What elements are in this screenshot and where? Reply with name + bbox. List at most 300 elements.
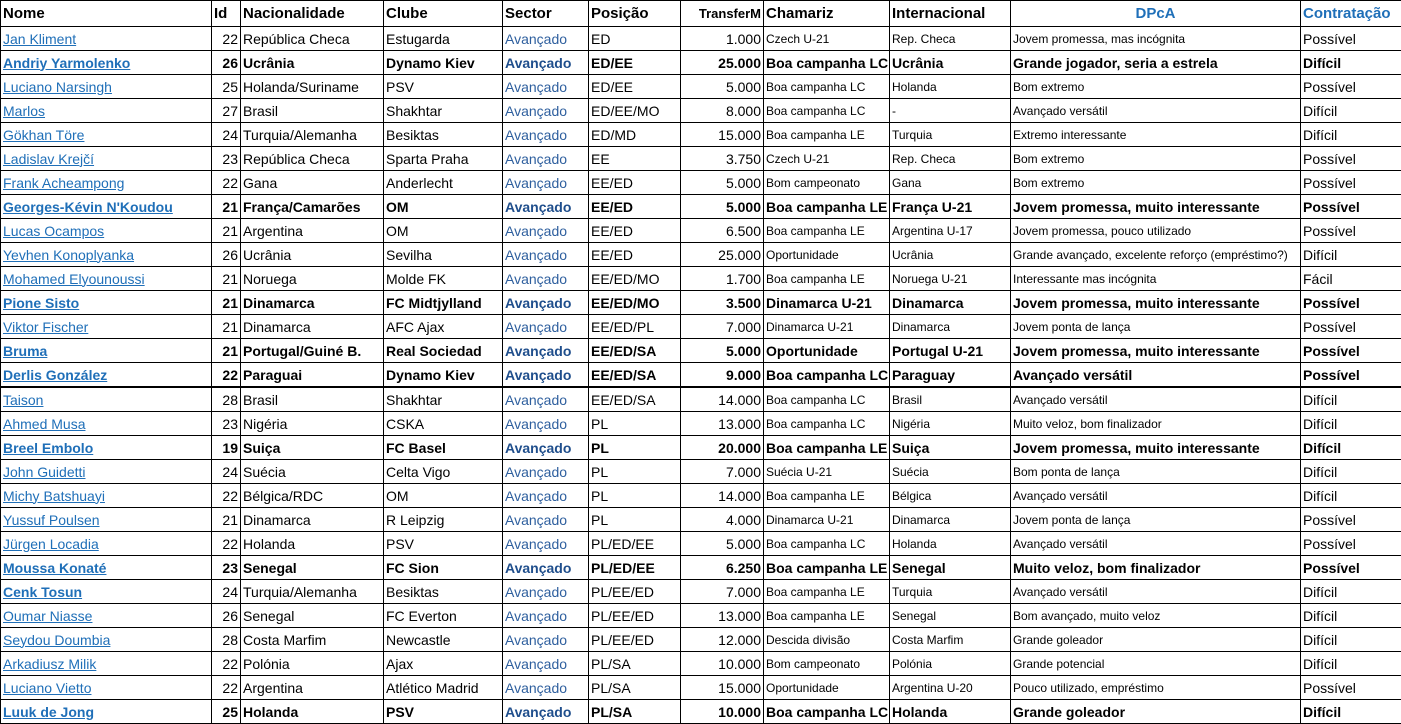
nationality-cell[interactable]: Nigéria (241, 412, 384, 436)
nationality-cell[interactable]: Holanda/Suriname (241, 75, 384, 99)
nationality-cell[interactable]: Argentina (241, 219, 384, 243)
nationality-cell[interactable]: Portugal/Guiné B. (241, 339, 384, 363)
nationality-cell[interactable]: República Checa (241, 27, 384, 51)
position-cell[interactable]: EE/ED/PL (589, 315, 681, 339)
contratacao-cell[interactable]: Difícil (1301, 99, 1401, 123)
sector-cell[interactable]: Avançado (503, 267, 589, 291)
nationality-cell[interactable]: Turquia/Alemanha (241, 123, 384, 147)
club-cell[interactable]: FC Midtjylland (384, 291, 503, 315)
sector-cell[interactable]: Avançado (503, 508, 589, 532)
transfer-value-cell[interactable]: 4.000 (681, 508, 764, 532)
transfer-value-cell[interactable]: 5.000 (681, 532, 764, 556)
dpca-cell[interactable]: Bom extremo (1011, 147, 1301, 171)
transfer-value-cell[interactable]: 10.000 (681, 700, 764, 724)
club-cell[interactable]: PSV (384, 700, 503, 724)
chamariz-cell[interactable]: Boa campanha LE (764, 580, 890, 604)
transfer-value-cell[interactable]: 3.750 (681, 147, 764, 171)
position-cell[interactable]: EE (589, 147, 681, 171)
nationality-cell[interactable]: Paraguai (241, 363, 384, 388)
club-cell[interactable]: CSKA (384, 412, 503, 436)
player-id-cell[interactable]: 22 (212, 484, 241, 508)
international-cell[interactable]: Suiça (890, 436, 1011, 460)
position-cell[interactable]: PL/ED/EE (589, 532, 681, 556)
sector-cell[interactable]: Avançado (503, 195, 589, 219)
sector-cell[interactable]: Avançado (503, 75, 589, 99)
contratacao-cell[interactable]: Possível (1301, 219, 1401, 243)
dpca-cell[interactable]: Bom avançado, muito veloz (1011, 604, 1301, 628)
transfer-value-cell[interactable]: 6.500 (681, 219, 764, 243)
international-cell[interactable]: Brasil (890, 387, 1011, 412)
chamariz-cell[interactable]: Oportunidade (764, 339, 890, 363)
international-cell[interactable]: - (890, 99, 1011, 123)
player-name-link[interactable]: Seydou Doumbia (1, 628, 212, 652)
transfer-value-cell[interactable]: 14.000 (681, 484, 764, 508)
club-cell[interactable]: Shakhtar (384, 99, 503, 123)
player-name-link[interactable]: Ladislav Krejčí (1, 147, 212, 171)
dpca-cell[interactable]: Jovem promessa, pouco utilizado (1011, 219, 1301, 243)
contratacao-cell[interactable]: Difícil (1301, 243, 1401, 267)
sector-cell[interactable]: Avançado (503, 580, 589, 604)
nationality-cell[interactable]: Brasil (241, 99, 384, 123)
header-posicao[interactable]: Posição (589, 1, 681, 27)
position-cell[interactable]: PL/EE/ED (589, 580, 681, 604)
club-cell[interactable]: Estugarda (384, 27, 503, 51)
player-name-link[interactable]: Derlis González (1, 363, 212, 388)
player-name-link[interactable]: Breel Embolo (1, 436, 212, 460)
club-cell[interactable]: Newcastle (384, 628, 503, 652)
contratacao-cell[interactable]: Difícil (1301, 436, 1401, 460)
international-cell[interactable]: Holanda (890, 700, 1011, 724)
player-id-cell[interactable]: 21 (212, 339, 241, 363)
player-name-link[interactable]: Georges-Kévin N'Koudou (1, 195, 212, 219)
contratacao-cell[interactable]: Difícil (1301, 123, 1401, 147)
dpca-cell[interactable]: Jovem promessa, mas incógnita (1011, 27, 1301, 51)
player-id-cell[interactable]: 21 (212, 508, 241, 532)
contratacao-cell[interactable]: Possível (1301, 676, 1401, 700)
sector-cell[interactable]: Avançado (503, 27, 589, 51)
contratacao-cell[interactable]: Difícil (1301, 580, 1401, 604)
international-cell[interactable]: Holanda (890, 75, 1011, 99)
player-name-link[interactable]: Frank Acheampong (1, 171, 212, 195)
international-cell[interactable]: França U-21 (890, 195, 1011, 219)
dpca-cell[interactable]: Pouco utilizado, empréstimo (1011, 676, 1301, 700)
club-cell[interactable]: R Leipzig (384, 508, 503, 532)
sector-cell[interactable]: Avançado (503, 315, 589, 339)
sector-cell[interactable]: Avançado (503, 123, 589, 147)
header-chamariz[interactable]: Chamariz (764, 1, 890, 27)
contratacao-cell[interactable]: Difícil (1301, 700, 1401, 724)
international-cell[interactable]: Rep. Checa (890, 27, 1011, 51)
nationality-cell[interactable]: Dinamarca (241, 291, 384, 315)
position-cell[interactable]: EE/ED/SA (589, 387, 681, 412)
position-cell[interactable]: PL/ED/EE (589, 556, 681, 580)
contratacao-cell[interactable]: Difícil (1301, 652, 1401, 676)
nationality-cell[interactable]: Suécia (241, 460, 384, 484)
chamariz-cell[interactable]: Dinamarca U-21 (764, 315, 890, 339)
sector-cell[interactable]: Avançado (503, 604, 589, 628)
contratacao-cell[interactable]: Difícil (1301, 412, 1401, 436)
club-cell[interactable]: Besiktas (384, 123, 503, 147)
sector-cell[interactable]: Avançado (503, 700, 589, 724)
dpca-cell[interactable]: Muito veloz, bom finalizador (1011, 412, 1301, 436)
dpca-cell[interactable]: Grande goleador (1011, 700, 1301, 724)
player-name-link[interactable]: Marlos (1, 99, 212, 123)
nationality-cell[interactable]: Bélgica/RDC (241, 484, 384, 508)
header-transferm[interactable]: TransferM (681, 1, 764, 27)
player-name-link[interactable]: Pione Sisto (1, 291, 212, 315)
international-cell[interactable]: Dinamarca (890, 315, 1011, 339)
player-id-cell[interactable]: 21 (212, 315, 241, 339)
dpca-cell[interactable]: Extremo interessante (1011, 123, 1301, 147)
contratacao-cell[interactable]: Difícil (1301, 484, 1401, 508)
club-cell[interactable]: Real Sociedad (384, 339, 503, 363)
transfer-value-cell[interactable]: 20.000 (681, 436, 764, 460)
position-cell[interactable]: PL (589, 460, 681, 484)
dpca-cell[interactable]: Grande avançado, excelente reforço (empréstimo?) (1011, 243, 1301, 267)
position-cell[interactable]: EE/ED/MO (589, 291, 681, 315)
player-id-cell[interactable]: 27 (212, 99, 241, 123)
club-cell[interactable]: Dynamo Kiev (384, 363, 503, 388)
sector-cell[interactable]: Avançado (503, 171, 589, 195)
position-cell[interactable]: PL (589, 436, 681, 460)
position-cell[interactable]: ED/MD (589, 123, 681, 147)
club-cell[interactable]: OM (384, 195, 503, 219)
contratacao-cell[interactable]: Possível (1301, 339, 1401, 363)
player-name-link[interactable]: Luciano Narsingh (1, 75, 212, 99)
player-name-link[interactable]: Jürgen Locadia (1, 532, 212, 556)
chamariz-cell[interactable]: Boa campanha LC (764, 532, 890, 556)
club-cell[interactable]: Ajax (384, 652, 503, 676)
club-cell[interactable]: AFC Ajax (384, 315, 503, 339)
dpca-cell[interactable]: Avançado versátil (1011, 532, 1301, 556)
player-name-link[interactable]: Taison (1, 387, 212, 412)
dpca-cell[interactable]: Avançado versátil (1011, 387, 1301, 412)
chamariz-cell[interactable]: Boa campanha LE (764, 219, 890, 243)
player-name-link[interactable]: Yussuf Poulsen (1, 508, 212, 532)
sector-cell[interactable]: Avançado (503, 532, 589, 556)
transfer-value-cell[interactable]: 12.000 (681, 628, 764, 652)
dpca-cell[interactable]: Bom extremo (1011, 75, 1301, 99)
player-id-cell[interactable]: 22 (212, 27, 241, 51)
chamariz-cell[interactable]: Oportunidade (764, 243, 890, 267)
dpca-cell[interactable]: Interessante mas incógnita (1011, 267, 1301, 291)
sector-cell[interactable]: Avançado (503, 51, 589, 75)
position-cell[interactable]: PL/SA (589, 652, 681, 676)
dpca-cell[interactable]: Bom extremo (1011, 171, 1301, 195)
sector-cell[interactable]: Avançado (503, 147, 589, 171)
position-cell[interactable]: PL/SA (589, 700, 681, 724)
position-cell[interactable]: PL/SA (589, 676, 681, 700)
player-name-link[interactable]: Oumar Niasse (1, 604, 212, 628)
player-id-cell[interactable]: 25 (212, 700, 241, 724)
international-cell[interactable]: Paraguay (890, 363, 1011, 388)
contratacao-cell[interactable]: Difícil (1301, 604, 1401, 628)
chamariz-cell[interactable]: Boa campanha LC (764, 363, 890, 388)
contratacao-cell[interactable]: Possível (1301, 171, 1401, 195)
position-cell[interactable]: ED/EE (589, 75, 681, 99)
club-cell[interactable]: Celta Vigo (384, 460, 503, 484)
sector-cell[interactable]: Avançado (503, 676, 589, 700)
international-cell[interactable]: Nigéria (890, 412, 1011, 436)
transfer-value-cell[interactable]: 5.000 (681, 75, 764, 99)
player-id-cell[interactable]: 19 (212, 436, 241, 460)
transfer-value-cell[interactable]: 5.000 (681, 339, 764, 363)
transfer-value-cell[interactable]: 13.000 (681, 412, 764, 436)
player-id-cell[interactable]: 22 (212, 363, 241, 388)
chamariz-cell[interactable]: Boa campanha LE (764, 604, 890, 628)
header-nacionalidade[interactable]: Nacionalidade (241, 1, 384, 27)
transfer-value-cell[interactable]: 8.000 (681, 99, 764, 123)
position-cell[interactable]: ED/EE (589, 51, 681, 75)
transfer-value-cell[interactable]: 15.000 (681, 123, 764, 147)
player-id-cell[interactable]: 24 (212, 123, 241, 147)
header-internacional[interactable]: Internacional (890, 1, 1011, 27)
club-cell[interactable]: Atlético Madrid (384, 676, 503, 700)
club-cell[interactable]: Shakhtar (384, 387, 503, 412)
nationality-cell[interactable]: Turquia/Alemanha (241, 580, 384, 604)
sector-cell[interactable]: Avançado (503, 339, 589, 363)
club-cell[interactable]: Molde FK (384, 267, 503, 291)
club-cell[interactable]: FC Basel (384, 436, 503, 460)
club-cell[interactable]: Sevilha (384, 243, 503, 267)
nationality-cell[interactable]: Senegal (241, 556, 384, 580)
player-name-link[interactable]: Michy Batshuayi (1, 484, 212, 508)
transfer-value-cell[interactable]: 6.250 (681, 556, 764, 580)
position-cell[interactable]: EE/ED (589, 171, 681, 195)
nationality-cell[interactable]: Noruega (241, 267, 384, 291)
club-cell[interactable]: Dynamo Kiev (384, 51, 503, 75)
international-cell[interactable]: Costa Marfim (890, 628, 1011, 652)
position-cell[interactable]: PL/EE/ED (589, 604, 681, 628)
international-cell[interactable]: Turquia (890, 580, 1011, 604)
player-name-link[interactable]: Luciano Vietto (1, 676, 212, 700)
chamariz-cell[interactable]: Oportunidade (764, 676, 890, 700)
dpca-cell[interactable]: Grande jogador, seria a estrela (1011, 51, 1301, 75)
transfer-value-cell[interactable]: 25.000 (681, 243, 764, 267)
player-id-cell[interactable]: 22 (212, 676, 241, 700)
position-cell[interactable]: ED/EE/MO (589, 99, 681, 123)
player-id-cell[interactable]: 22 (212, 171, 241, 195)
transfer-value-cell[interactable]: 1.000 (681, 27, 764, 51)
player-id-cell[interactable]: 21 (212, 195, 241, 219)
chamariz-cell[interactable]: Boa campanha LC (764, 412, 890, 436)
sector-cell[interactable]: Avançado (503, 484, 589, 508)
club-cell[interactable]: Besiktas (384, 580, 503, 604)
international-cell[interactable]: Polónia (890, 652, 1011, 676)
sector-cell[interactable]: Avançado (503, 436, 589, 460)
nationality-cell[interactable]: Gana (241, 171, 384, 195)
dpca-cell[interactable]: Avançado versátil (1011, 363, 1301, 388)
chamariz-cell[interactable]: Dinamarca U-21 (764, 508, 890, 532)
chamariz-cell[interactable]: Boa campanha LE (764, 436, 890, 460)
player-id-cell[interactable]: 23 (212, 412, 241, 436)
dpca-cell[interactable]: Grande potencial (1011, 652, 1301, 676)
contratacao-cell[interactable]: Possível (1301, 363, 1401, 388)
contratacao-cell[interactable]: Possível (1301, 508, 1401, 532)
sector-cell[interactable]: Avançado (503, 460, 589, 484)
international-cell[interactable]: Suécia (890, 460, 1011, 484)
dpca-cell[interactable]: Jovem promessa, muito interessante (1011, 195, 1301, 219)
dpca-cell[interactable]: Jovem promessa, muito interessante (1011, 291, 1301, 315)
nationality-cell[interactable]: Senegal (241, 604, 384, 628)
player-id-cell[interactable]: 25 (212, 75, 241, 99)
header-nome[interactable]: Nome (1, 1, 212, 27)
dpca-cell[interactable]: Muito veloz, bom finalizador (1011, 556, 1301, 580)
player-name-link[interactable]: Mohamed Elyounoussi (1, 267, 212, 291)
transfer-value-cell[interactable]: 5.000 (681, 171, 764, 195)
sector-cell[interactable]: Avançado (503, 363, 589, 388)
contratacao-cell[interactable]: Possível (1301, 75, 1401, 99)
player-id-cell[interactable]: 26 (212, 604, 241, 628)
player-name-link[interactable]: Andriy Yarmolenko (1, 51, 212, 75)
contratacao-cell[interactable]: Possível (1301, 291, 1401, 315)
nationality-cell[interactable]: República Checa (241, 147, 384, 171)
player-name-link[interactable]: Jan Kliment (1, 27, 212, 51)
contratacao-cell[interactable]: Possível (1301, 27, 1401, 51)
nationality-cell[interactable]: Argentina (241, 676, 384, 700)
contratacao-cell[interactable]: Possível (1301, 147, 1401, 171)
club-cell[interactable]: OM (384, 219, 503, 243)
player-name-link[interactable]: Arkadiusz Milik (1, 652, 212, 676)
position-cell[interactable]: EE/ED/SA (589, 363, 681, 388)
transfer-value-cell[interactable]: 5.000 (681, 195, 764, 219)
player-name-link[interactable]: Lucas Ocampos (1, 219, 212, 243)
player-name-link[interactable]: Gökhan Töre (1, 123, 212, 147)
dpca-cell[interactable]: Jovem promessa, muito interessante (1011, 436, 1301, 460)
chamariz-cell[interactable]: Dinamarca U-21 (764, 291, 890, 315)
position-cell[interactable]: PL (589, 484, 681, 508)
nationality-cell[interactable]: Ucrânia (241, 243, 384, 267)
sector-cell[interactable]: Avançado (503, 556, 589, 580)
header-dpca[interactable]: DPcA (1011, 1, 1301, 27)
header-sector[interactable]: Sector (503, 1, 589, 27)
sector-cell[interactable]: Avançado (503, 652, 589, 676)
international-cell[interactable]: Portugal U-21 (890, 339, 1011, 363)
chamariz-cell[interactable]: Boa campanha LC (764, 700, 890, 724)
position-cell[interactable]: PL/EE/ED (589, 628, 681, 652)
player-id-cell[interactable]: 22 (212, 532, 241, 556)
nationality-cell[interactable]: Polónia (241, 652, 384, 676)
player-id-cell[interactable]: 28 (212, 387, 241, 412)
transfer-value-cell[interactable]: 15.000 (681, 676, 764, 700)
contratacao-cell[interactable]: Difícil (1301, 387, 1401, 412)
dpca-cell[interactable]: Jovem ponta de lança (1011, 315, 1301, 339)
player-id-cell[interactable]: 26 (212, 51, 241, 75)
contratacao-cell[interactable]: Possível (1301, 315, 1401, 339)
header-id[interactable]: Id (212, 1, 241, 27)
chamariz-cell[interactable]: Boa campanha LC (764, 387, 890, 412)
club-cell[interactable]: OM (384, 484, 503, 508)
player-id-cell[interactable]: 24 (212, 460, 241, 484)
player-name-link[interactable]: Luuk de Jong (1, 700, 212, 724)
dpca-cell[interactable]: Avançado versátil (1011, 99, 1301, 123)
chamariz-cell[interactable]: Czech U-21 (764, 27, 890, 51)
sector-cell[interactable]: Avançado (503, 412, 589, 436)
position-cell[interactable]: EE/ED (589, 219, 681, 243)
transfer-value-cell[interactable]: 7.000 (681, 315, 764, 339)
player-id-cell[interactable]: 21 (212, 291, 241, 315)
player-name-link[interactable]: Viktor Fischer (1, 315, 212, 339)
international-cell[interactable]: Senegal (890, 556, 1011, 580)
chamariz-cell[interactable]: Boa campanha LC (764, 51, 890, 75)
sector-cell[interactable]: Avançado (503, 387, 589, 412)
player-name-link[interactable]: Yevhen Konoplyanka (1, 243, 212, 267)
contratacao-cell[interactable]: Possível (1301, 532, 1401, 556)
club-cell[interactable]: FC Everton (384, 604, 503, 628)
sector-cell[interactable]: Avançado (503, 291, 589, 315)
player-id-cell[interactable]: 28 (212, 628, 241, 652)
transfer-value-cell[interactable]: 14.000 (681, 387, 764, 412)
chamariz-cell[interactable]: Boa campanha LE (764, 123, 890, 147)
international-cell[interactable]: Gana (890, 171, 1011, 195)
club-cell[interactable]: FC Sion (384, 556, 503, 580)
chamariz-cell[interactable]: Descida divisão (764, 628, 890, 652)
club-cell[interactable]: Sparta Praha (384, 147, 503, 171)
contratacao-cell[interactable]: Possível (1301, 556, 1401, 580)
player-id-cell[interactable]: 21 (212, 219, 241, 243)
player-id-cell[interactable]: 23 (212, 147, 241, 171)
chamariz-cell[interactable]: Boa campanha LE (764, 556, 890, 580)
international-cell[interactable]: Holanda (890, 532, 1011, 556)
nationality-cell[interactable]: Costa Marfim (241, 628, 384, 652)
international-cell[interactable]: Senegal (890, 604, 1011, 628)
international-cell[interactable]: Argentina U-17 (890, 219, 1011, 243)
nationality-cell[interactable]: Dinamarca (241, 508, 384, 532)
contratacao-cell[interactable]: Difícil (1301, 51, 1401, 75)
transfer-value-cell[interactable]: 13.000 (681, 604, 764, 628)
dpca-cell[interactable]: Avançado versátil (1011, 580, 1301, 604)
sector-cell[interactable]: Avançado (503, 99, 589, 123)
position-cell[interactable]: EE/ED (589, 243, 681, 267)
club-cell[interactable]: PSV (384, 75, 503, 99)
nationality-cell[interactable]: Ucrânia (241, 51, 384, 75)
transfer-value-cell[interactable]: 1.700 (681, 267, 764, 291)
nationality-cell[interactable]: Suiça (241, 436, 384, 460)
transfer-value-cell[interactable]: 7.000 (681, 580, 764, 604)
player-name-link[interactable]: Cenk Tosun (1, 580, 212, 604)
nationality-cell[interactable]: Brasil (241, 387, 384, 412)
contratacao-cell[interactable]: Fácil (1301, 267, 1401, 291)
header-contratacao[interactable]: Contratação (1301, 1, 1401, 27)
transfer-value-cell[interactable]: 3.500 (681, 291, 764, 315)
position-cell[interactable]: EE/ED/MO (589, 267, 681, 291)
international-cell[interactable]: Dinamarca (890, 291, 1011, 315)
international-cell[interactable]: Ucrânia (890, 51, 1011, 75)
transfer-value-cell[interactable]: 10.000 (681, 652, 764, 676)
sector-cell[interactable]: Avançado (503, 628, 589, 652)
international-cell[interactable]: Dinamarca (890, 508, 1011, 532)
international-cell[interactable]: Rep. Checa (890, 147, 1011, 171)
international-cell[interactable]: Ucrânia (890, 243, 1011, 267)
player-id-cell[interactable]: 22 (212, 652, 241, 676)
position-cell[interactable]: ED (589, 27, 681, 51)
chamariz-cell[interactable]: Czech U-21 (764, 147, 890, 171)
international-cell[interactable]: Bélgica (890, 484, 1011, 508)
chamariz-cell[interactable]: Boa campanha LC (764, 75, 890, 99)
player-id-cell[interactable]: 21 (212, 267, 241, 291)
club-cell[interactable]: Anderlecht (384, 171, 503, 195)
contratacao-cell[interactable]: Difícil (1301, 628, 1401, 652)
club-cell[interactable]: PSV (384, 532, 503, 556)
player-name-link[interactable]: Moussa Konaté (1, 556, 212, 580)
chamariz-cell[interactable]: Boa campanha LE (764, 484, 890, 508)
position-cell[interactable]: EE/ED/SA (589, 339, 681, 363)
chamariz-cell[interactable]: Boa campanha LE (764, 267, 890, 291)
international-cell[interactable]: Turquia (890, 123, 1011, 147)
contratacao-cell[interactable]: Possível (1301, 195, 1401, 219)
transfer-value-cell[interactable]: 25.000 (681, 51, 764, 75)
contratacao-cell[interactable]: Difícil (1301, 460, 1401, 484)
